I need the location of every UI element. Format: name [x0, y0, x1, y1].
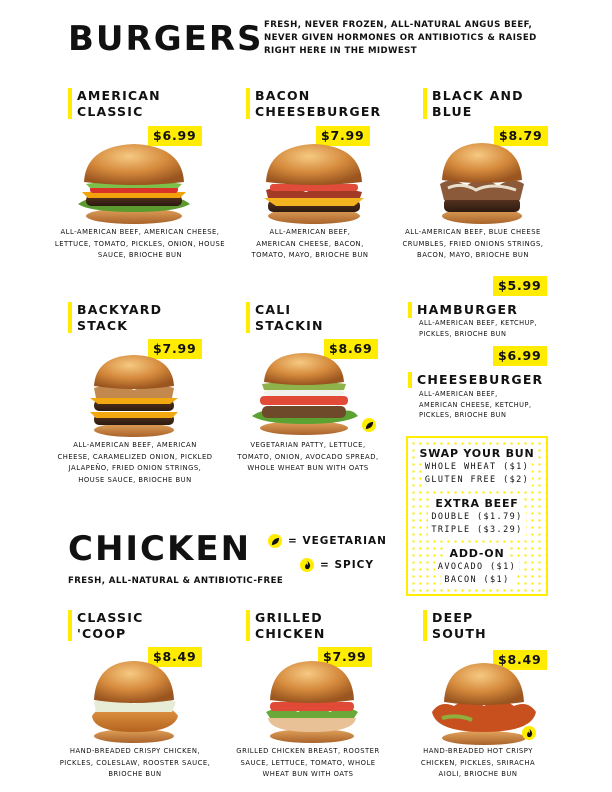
- desc-american-classic: ALL-AMERICAN BEEF, AMERICAN CHEESE, LETTUCE, TOMATO, PICKLES, ONION, HOUSE SAUCE, BRIOCHE BUN: [54, 228, 226, 260]
- black-and-blue-image: [432, 140, 532, 226]
- price-hamburger: $5.99: [493, 276, 547, 296]
- legend-vegetarian: = VEGETARIAN: [288, 535, 387, 547]
- item-name-cheeseburger: CHEESEBURGER: [408, 372, 543, 388]
- price-deep-south: $8.49: [493, 650, 547, 670]
- price-classic-coop: $8.49: [148, 647, 202, 667]
- price-grilled-chicken: $7.99: [318, 647, 372, 667]
- item-name-grilled-chicken: GRILLED CHICKEN: [246, 610, 326, 641]
- desc-deep-south: HAND-BREADED HOT CRISPY CHICKEN, PICKLES, SRIRACHA AIOLI, BRIOCHE BUN: [420, 747, 536, 779]
- desc-cali-stackin: VEGETARIAN PATTY, LETTUCE, TOMATO, ONION, AVOCADO SPREAD, WHOLE WHEAT BUN WITH OATS: [237, 441, 379, 473]
- price-black-and-blue: $8.79: [494, 126, 548, 146]
- desc-backyard-stack: ALL-AMERICAN BEEF, AMERICAN CHEESE, CARAMELIZED ONION, PICKLED JALAPEÑO, FRIED ONION STRINGS, HOUSE SAUCE, BRIOCHE BUN: [57, 441, 213, 484]
- item-name-bacon-cheeseburger: BACON CHEESEBURGER: [246, 88, 381, 119]
- options-box: [406, 436, 548, 596]
- flame-icon: [300, 558, 314, 572]
- grilled-chicken-image: [258, 658, 366, 744]
- vegetarian-badge-icon: [362, 418, 376, 432]
- chicken-tagline: FRESH, ALL-NATURAL & ANTIBIOTIC-FREE: [68, 576, 284, 586]
- desc-black-and-blue: ALL-AMERICAN BEEF, BLUE CHEESE CRUMBLES, FRIED ONIONS STRINGS, BACON, MAYO, BRIOCHE BUN: [402, 228, 544, 260]
- cali-stackin-image: [248, 350, 360, 438]
- desc-cheeseburger: ALL-AMERICAN BEEF, AMERICAN CHEESE, KETCHUP, PICKLES, BRIOCHE BUN: [419, 390, 532, 419]
- spicy-badge-icon: [522, 726, 536, 740]
- desc-hamburger: ALL-AMERICAN BEEF, KETCHUP, PICKLES, BRIOCHE BUN: [419, 319, 537, 338]
- extra-beef-title: EXTRA BEEF: [432, 496, 521, 511]
- item-name-classic-coop: CLASSIC 'COOP: [68, 610, 143, 641]
- classic-coop-image: [84, 658, 184, 744]
- extra-beef-option: TRIPLE ($3.29): [428, 524, 525, 537]
- leaf-icon: [268, 534, 282, 548]
- desc-classic-coop: HAND-BREADED CRISPY CHICKEN, PICKLES, COLESLAW, ROOSTER SAUCE, BRIOCHE BUN: [59, 747, 211, 779]
- item-name-backyard-stack: BACKYARD STACK: [68, 302, 162, 333]
- american-classic-image: [72, 140, 196, 226]
- item-name-cali-stackin: CALI STACKIN: [246, 302, 324, 333]
- add-on-option: BACON ($1): [441, 574, 512, 587]
- backyard-stack-image: [84, 352, 184, 438]
- swap-bun-option: WHOLE WHEAT ($1): [422, 461, 532, 474]
- burgers-title: BURGERS: [68, 22, 264, 56]
- price-cali-stackin: $8.69: [324, 339, 378, 359]
- swap-bun-option: GLUTEN FREE ($2): [422, 474, 532, 487]
- desc-grilled-chicken: GRILLED CHICKEN BREAST, ROOSTER SAUCE, LETTUCE, TOMATO, WHOLE WHEAT BUN WITH OATS: [236, 747, 380, 779]
- item-name-deep-south: DEEP SOUTH: [423, 610, 487, 641]
- item-name-american-classic: AMERICAN CLASSIC: [68, 88, 161, 119]
- burgers-tagline: FRESH, NEVER FROZEN, ALL-NATURAL ANGUS BEEF, NEVER GIVEN HORMONES OR ANTIBIOTICS & RAISED RIGHT HERE IN THE MIDWEST: [264, 20, 537, 56]
- chicken-title: CHICKEN: [68, 532, 251, 566]
- add-on-option: AVOCADO ($1): [435, 561, 519, 574]
- legend-spicy: = SPICY: [320, 559, 374, 571]
- price-american-classic: $6.99: [148, 126, 202, 146]
- add-on-title: ADD-ON: [447, 546, 508, 561]
- item-name-hamburger: HAMBURGER: [408, 302, 518, 318]
- price-cheeseburger: $6.99: [493, 346, 547, 366]
- desc-bacon-cheeseburger: ALL-AMERICAN BEEF, AMERICAN CHEESE, BACON, TOMATO, MAYO, BRIOCHE BUN: [251, 228, 369, 260]
- bacon-cheeseburger-image: [256, 140, 372, 226]
- price-backyard-stack: $7.99: [148, 339, 202, 359]
- swap-bun-title: SWAP YOUR BUN: [416, 446, 537, 461]
- price-bacon-cheeseburger: $7.99: [316, 126, 370, 146]
- extra-beef-option: DOUBLE ($1.79): [428, 511, 525, 524]
- item-name-black-and-blue: BLACK AND BLUE: [423, 88, 524, 119]
